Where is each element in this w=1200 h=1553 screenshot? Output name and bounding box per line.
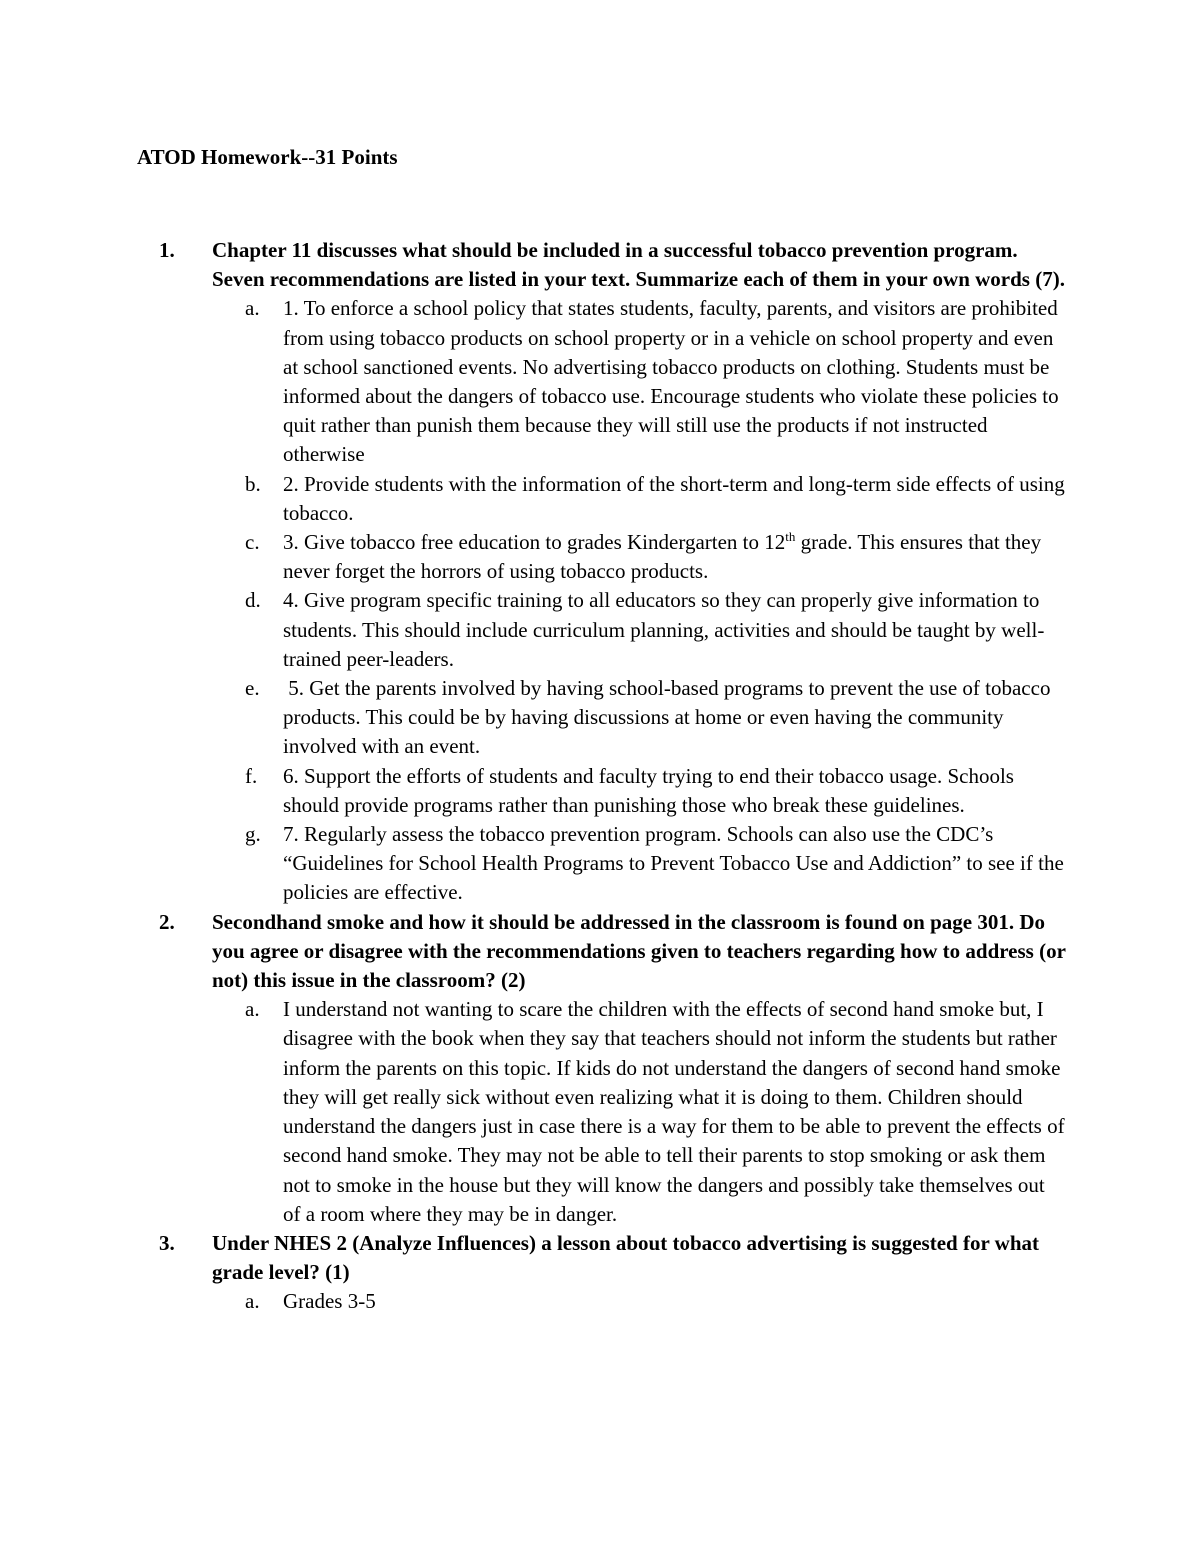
question-text: Secondhand smoke and how it should be addressed in the classroom is found on page 301. Do you agree or disagree with the recommendations given to teachers regarding how to address (or not) this issue in the classroom? (2) xyxy=(212,909,1066,993)
answer-letter: a. xyxy=(245,296,260,321)
question-item xyxy=(137,236,1067,908)
question-number: 1. xyxy=(159,238,175,262)
answer-text: Grades 3-5 xyxy=(283,1289,376,1314)
answer-list xyxy=(212,294,1067,907)
ordinal-superscript: th xyxy=(785,529,796,545)
answer-text: 5. Get the parents involved by having school-based programs to prevent the use of tobacco products. This could be by having discussions at home or even having the community involved with an event. xyxy=(283,676,1056,759)
question-text: Under NHES 2 (Analyze Influences) a lesson about tobacco advertising is suggested for what grade level? (1) xyxy=(212,1230,1039,1285)
answer-text-part: 3. Give tobacco free education to grades Kindergarten to 12 xyxy=(283,530,786,555)
answer-text xyxy=(283,530,1041,583)
answer-item xyxy=(212,995,1067,1229)
document-title: ATOD Homework--31 Points xyxy=(137,145,398,169)
question-list xyxy=(137,236,1067,1317)
answer-text: 2. Provide students with the information of the short-term and long-term side effects of using tobacco. xyxy=(283,471,1065,525)
answer-text: 7. Regularly assess the tobacco prevention program. Schools can also use the CDC’s “Guidelines for School Health Programs to Prevent Tobacco Use and Addiction” to see if the policies are effective. xyxy=(283,822,1064,905)
answer-text: 6. Support the efforts of students and faculty trying to end their tobacco usage. Schools should provide programs rather than punishing those who break these guidelines. xyxy=(283,763,1014,817)
question-item xyxy=(137,908,1067,1229)
answer-letter: g. xyxy=(245,822,261,847)
answer-list xyxy=(212,1287,1067,1316)
question-item xyxy=(137,1229,1067,1317)
answer-letter: b. xyxy=(245,471,261,496)
answer-letter: d. xyxy=(245,588,261,613)
answer-text: I understand not wanting to scare the children with the effects of second hand smoke but, I disagree with the book when they say that teachers should not inform the students but rather inform the parents on this topic. If kids do not understand the dangers of second hand smoke they will get really sick without even realizing what it is doing to them. Children should understand the dangers just in case there is a way for them to be able to prevent the effects of second hand smoke. They may not be able to tell their parents to stop smoking or ask them not to smoke in the house but they will know the dangers and possibly take themselves out of a room where they may be in danger. xyxy=(283,997,1065,1226)
question-number: 2. xyxy=(159,909,175,934)
answer-text-part: grade. This ensures that they never forget the horrors of using tobacco products. xyxy=(283,530,1042,584)
answer-item xyxy=(212,470,1067,528)
answer-letter: a. xyxy=(245,997,260,1022)
question-text: Chapter 11 discusses what should be included in a successful tobacco prevention program. Seven recommendations are listed in your text. Summarize each of them in your own words (7). xyxy=(212,238,1065,292)
answer-item xyxy=(212,674,1067,762)
answer-letter: a. xyxy=(245,1289,260,1314)
answer-item xyxy=(212,528,1067,586)
answer-list xyxy=(212,995,1067,1229)
answer-letter: f. xyxy=(245,763,258,788)
answer-item xyxy=(212,1287,1067,1316)
answer-item xyxy=(212,820,1067,908)
answer-text: 4. Give program specific training to all educators so they can properly give information to students. This should include curriculum planning, activities and should be taught by well-trained peer-leaders. xyxy=(283,588,1045,671)
answer-item xyxy=(212,586,1067,674)
answer-letter: e. xyxy=(245,676,260,701)
question-number: 3. xyxy=(159,1230,175,1255)
answer-letter: c. xyxy=(245,530,260,555)
answer-text: 1. To enforce a school policy that states students, faculty, parents, and visitors are prohibited from using tobacco products on school property or in a vehicle on school property and even at school sanctioned events. No advertising tobacco products on clothing. Students must be informed about the dangers of tobacco use. Encourage students who violate these policies to quit rather than punish them because they will still use the products if not instructed otherwise xyxy=(283,296,1059,467)
answer-item xyxy=(212,294,1067,469)
answer-item xyxy=(212,762,1067,820)
